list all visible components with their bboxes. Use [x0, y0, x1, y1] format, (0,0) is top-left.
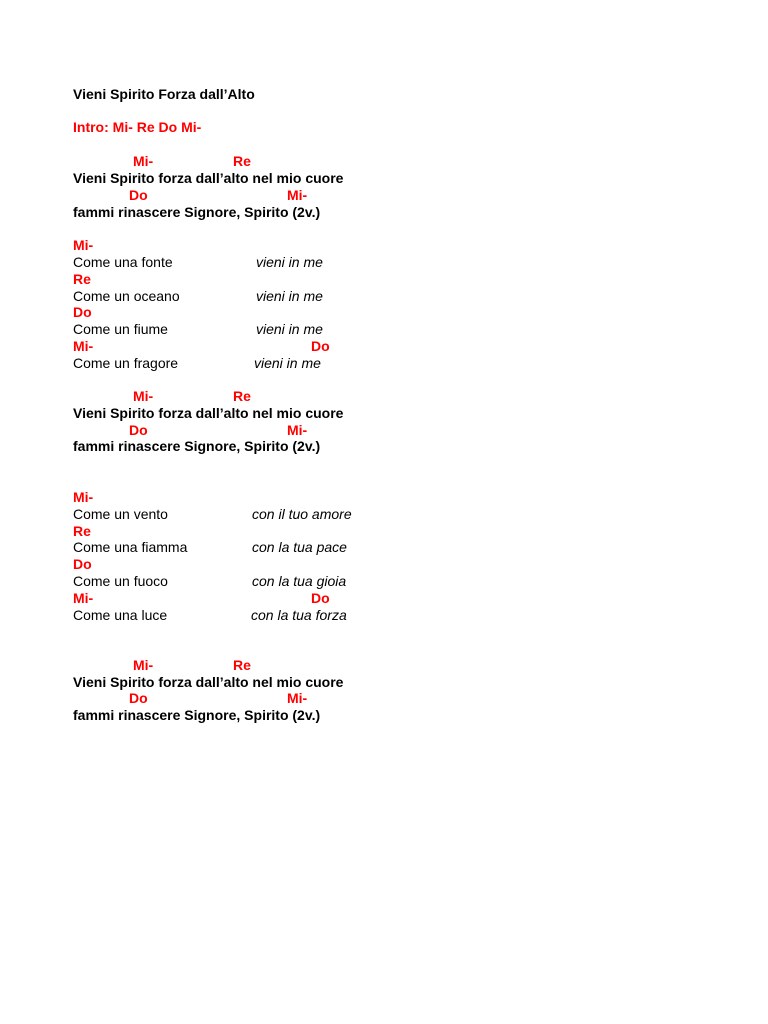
response-line: vieni in me [254, 355, 321, 371]
chord: Mi- [287, 187, 308, 203]
lyric-line: fammi rinascere Signore, Spirito (2v.) [73, 204, 321, 220]
chord: Mi- [73, 590, 94, 606]
chord: Mi- [133, 153, 154, 169]
lyric-line: Come un vento [73, 506, 168, 522]
chord: Do [311, 590, 330, 606]
chord: Mi- [73, 237, 94, 253]
lyric-line: Come un fragore [73, 355, 179, 371]
song-title: Vieni Spirito Forza dall’Alto [73, 86, 255, 102]
response-line: vieni in me [256, 321, 323, 337]
response-line: vieni in me [256, 288, 323, 304]
response-line: con la tua gioia [252, 573, 347, 589]
response-line: con la tua pace [252, 539, 347, 555]
lyric-line: Come una luce [73, 607, 168, 623]
chord: Do [129, 187, 148, 203]
chord: Re [233, 153, 251, 169]
chord: Do [73, 304, 92, 320]
lyric-line: Vieni Spirito forza dall’alto nel mio cuore [73, 674, 344, 690]
chord: Re [233, 388, 251, 404]
lyric-line: fammi rinascere Signore, Spirito (2v.) [73, 707, 321, 723]
response-line: con la tua forza [251, 607, 347, 623]
chord: Re [233, 657, 251, 673]
chord: Mi- [73, 338, 94, 354]
chord: Mi- [133, 657, 154, 673]
chord: Do [129, 422, 148, 438]
lyric-line: Vieni Spirito forza dall’alto nel mio cuore [73, 170, 344, 186]
lyric-line: Come una fonte [73, 254, 173, 270]
intro-chords: Intro: Mi- Re Do Mi- [73, 119, 202, 135]
response-line: con il tuo amore [252, 506, 352, 522]
chord: Mi- [287, 690, 308, 706]
chord: Mi- [133, 388, 154, 404]
chord: Mi- [287, 422, 308, 438]
lyric-line: fammi rinascere Signore, Spirito (2v.) [73, 438, 321, 454]
lyric-line: Vieni Spirito forza dall’alto nel mio cuore [73, 405, 344, 421]
chord: Mi- [73, 489, 94, 505]
lyric-line: Come un fuoco [73, 573, 168, 589]
chord: Re [73, 271, 91, 287]
chord: Do [311, 338, 330, 354]
lyric-line: Come una fiamma [73, 539, 188, 555]
chord: Re [73, 523, 91, 539]
chord: Do [73, 556, 92, 572]
response-line: vieni in me [256, 254, 323, 270]
lyric-line: Come un fiume [73, 321, 168, 337]
lyric-line: Come un oceano [73, 288, 180, 304]
chord: Do [129, 690, 148, 706]
